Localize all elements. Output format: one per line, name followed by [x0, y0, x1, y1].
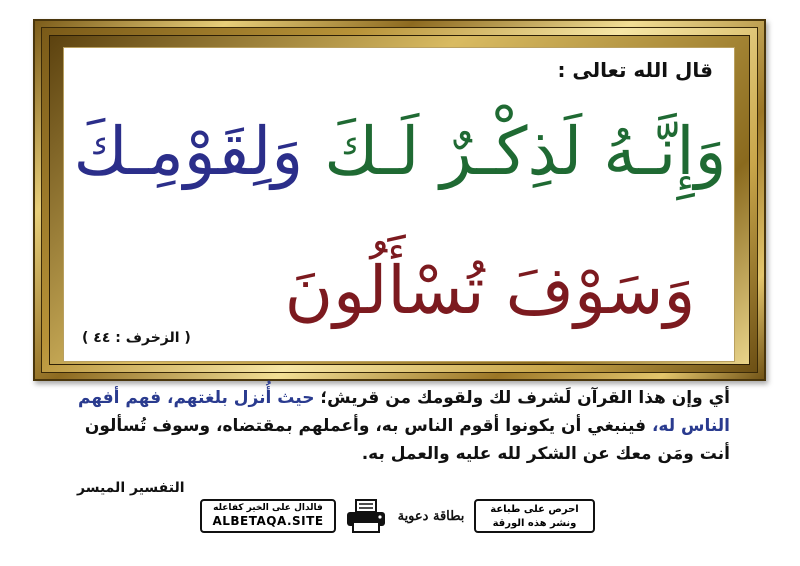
site-url[interactable]: ALBETAQA.SITE	[212, 514, 324, 528]
tafsir-part-1: أي وإن هذا القرآن لَشرف لك ولقومك من قريش؛	[320, 388, 730, 408]
print-line-1: احرص على طباعة	[490, 504, 579, 515]
tafsir-source: التفسير الميسر	[77, 480, 185, 496]
tafsir-part-4: فينبغي أن يكونوا أقوم الناس به، وأعملهم بمقتضاه، وسوف تُسألون	[84, 416, 647, 436]
site-box[interactable]	[200, 499, 336, 533]
verse-intro: قال الله تعالى :	[557, 58, 713, 82]
verse-line-2: وَسَوْفَ تُسْأَلُونَ	[284, 252, 696, 329]
tafsir-text	[70, 384, 730, 468]
logo-emblem	[396, 496, 466, 536]
print-notice	[474, 499, 595, 533]
tafsir-part-3: الناس له،	[651, 416, 730, 436]
verse-line-1	[70, 112, 730, 192]
tafsir-part-5: أنت ومَن معك عن الشكر لله عليه والعمل به.	[361, 444, 730, 464]
verse-reference: ( الزخرف : ٤٤ )	[82, 330, 191, 346]
site-caption: فالدال على الخير كفاعله	[213, 503, 323, 513]
printer-icon	[344, 498, 388, 534]
tafsir-part-2: حيث أُنزل بلغتهم، فهم أفهم	[77, 388, 315, 408]
verse-line-1-part-1: وَإِنَّـهُ لَذِكْـرٌ لَـكَ	[324, 113, 727, 190]
verse-line-1-part-2: وَلِقَوْمِـكَ	[73, 113, 304, 190]
footer-bar	[200, 496, 595, 538]
logo-text: بطاقة دعوية	[397, 508, 465, 524]
print-line-2: ونشر هذه الورقة	[492, 518, 577, 529]
